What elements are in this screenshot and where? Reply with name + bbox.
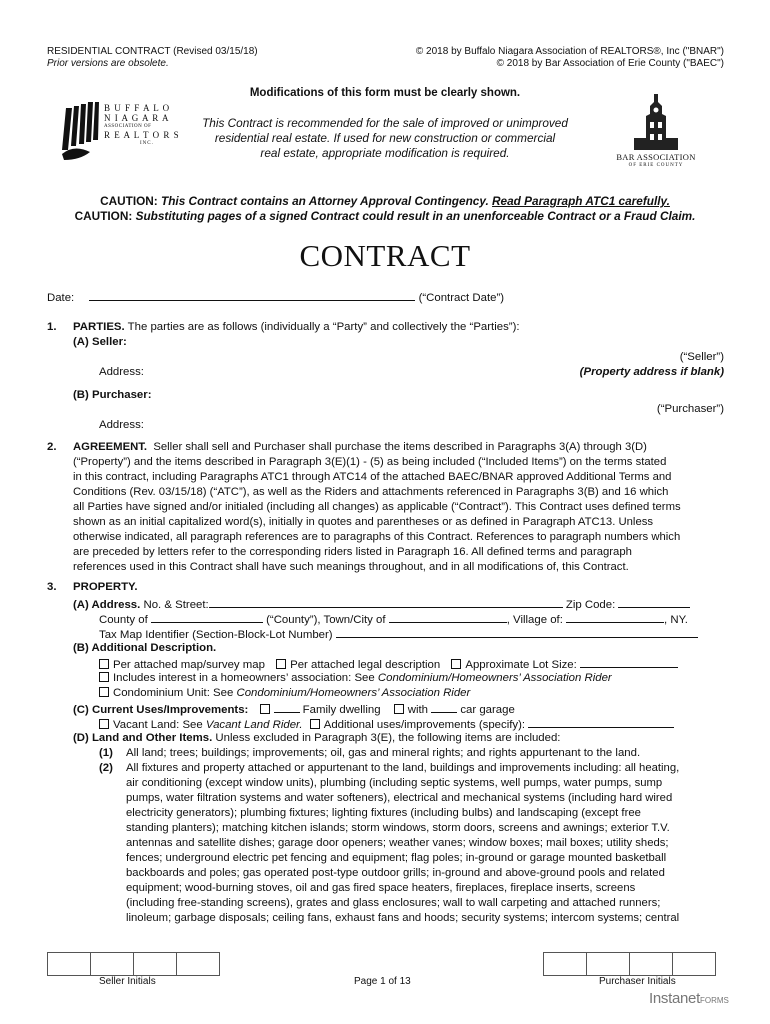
additional-uses-label: Additional uses/improvements (specify):	[323, 719, 526, 731]
street-label: No. & Street:	[143, 599, 209, 611]
car-garage-label: car garage	[460, 704, 515, 716]
copyright-bnar: © 2018 by Buffalo Niagara Association of REALTORS®, Inc ("BNAR")	[415, 46, 724, 57]
family-dwelling-checkbox[interactable]	[260, 704, 270, 714]
lot-size-field[interactable]	[580, 656, 678, 668]
county-field[interactable]	[151, 611, 263, 623]
purchaser-initial-box[interactable]	[543, 952, 586, 976]
purchaser-address-label: Address:	[99, 419, 144, 431]
modifications-notice: Modifications of this form must be clearly shown.	[249, 87, 521, 99]
contract-date-row	[47, 289, 504, 306]
garage-checkbox[interactable]	[394, 704, 404, 714]
hoa-label: Includes interest in a homeowners’ association: See	[113, 672, 375, 684]
section-1-intro	[73, 320, 520, 335]
condo-rider: Condominium/Homeowners’ Association Rider	[236, 687, 471, 699]
bnar-logo-text-realtors: R E A L T O R S	[104, 130, 180, 140]
caution-2-text: Substituting pages of a signed Contract could result in an unenforceable Contract or a Fraud Claim.	[135, 209, 696, 223]
fixtures-line: electricity generators); plumbing fixtures; lighting fixtures (including bulbs) and landscaping (except free	[126, 807, 641, 819]
section-2-agreement	[73, 440, 724, 575]
section-1-text: The parties are as follows (individually a “Party” and collectively the “Parties”):	[127, 321, 520, 333]
village-label: , Village of:	[506, 614, 563, 626]
caution-attorney-approval	[0, 194, 770, 208]
purchaser-initial-box[interactable]	[672, 952, 716, 976]
section-3-number: 3.	[47, 581, 57, 593]
contract-date-field[interactable]	[89, 289, 415, 301]
caution-1-text: This Contract contains an Attorney Approval Contingency.	[161, 194, 489, 208]
form-revision: RESIDENTIAL CONTRACT (Revised 03/15/18)	[47, 46, 258, 57]
bnar-logo-text-buffalo: B U F F A L O	[104, 103, 171, 113]
bnar-logo-text-niagara: N I A G A R A	[104, 113, 170, 123]
village-field[interactable]	[566, 611, 664, 623]
city-hall-tower-icon	[610, 92, 702, 152]
recommendation-line-2: residential real estate. If used for new construction or commercial	[214, 131, 556, 145]
legal-description-checkbox[interactable]	[276, 659, 286, 669]
caution-page-substitution	[0, 209, 770, 223]
instanet-forms-logo	[649, 990, 729, 1008]
fixtures-line: air conditioning (except window units), plumbing (including septic systems, well pumps, water pumps, sump	[126, 777, 663, 789]
bar-association-county: OF ERIE COUNTY	[628, 163, 684, 168]
family-count-field[interactable]	[274, 701, 300, 713]
seller-suffix: (“Seller”)	[679, 351, 724, 363]
property-address-note: (Property address if blank)	[579, 366, 724, 378]
condo-checkbox[interactable]	[99, 687, 109, 697]
recommendation-line-1: This Contract is recommended for the sale of improved or unimproved	[202, 116, 568, 130]
item-1-number: (1)	[99, 747, 113, 759]
purchaser-initial-box[interactable]	[586, 952, 629, 976]
caution-2-label: CAUTION:	[74, 209, 133, 223]
legal-description-label: Per attached legal description	[290, 659, 441, 671]
hoa-checkbox[interactable]	[99, 672, 109, 682]
date-label: Date:	[47, 292, 75, 304]
recommendation-text	[180, 116, 590, 161]
item-2-number: (2)	[99, 762, 113, 774]
vacant-land-rider: Vacant Land Rider.	[205, 719, 303, 731]
seller-initial-box[interactable]	[47, 952, 90, 976]
instanet-brand: Instanet	[649, 990, 700, 1007]
section-1-heading: PARTIES.	[73, 321, 125, 333]
town-label: (“County”), Town/City of	[266, 614, 386, 626]
map-survey-label: Per attached map/survey map	[113, 659, 265, 671]
bnar-logo-text-inc: INC.	[140, 141, 154, 146]
seller-initials-boxes	[47, 952, 220, 974]
seller-initial-box[interactable]	[176, 952, 220, 976]
purchaser-suffix: (“Purchaser”)	[656, 403, 724, 415]
purchaser-initial-box[interactable]	[629, 952, 672, 976]
fixtures-line: antennas and satellite dishes; garage door openers; weather vanes; window boxes; mail boxes; utility sheds;	[126, 837, 669, 849]
agreement-line: otherwise indicated, all paragraph references are to paragraphs of this Contract. References to paragraph numbers which	[73, 531, 681, 543]
hoa-row	[99, 671, 612, 686]
recommendation-line-3: real estate, appropriate modification is required.	[260, 146, 510, 160]
tax-map-field[interactable]	[336, 626, 698, 638]
state-ny: , NY.	[664, 614, 688, 626]
bnar-logo	[60, 100, 180, 162]
fixtures-line: backboards and poles; gas operated post-type outdoor grills; in-ground and above-ground pools and related	[126, 867, 665, 879]
street-field[interactable]	[209, 596, 563, 608]
fixtures-line: equipment; wood-burning stoves, oil and gas fired space heaters, fireplaces, fireplace inserts, screens	[126, 882, 636, 894]
tax-map-label: Tax Map Identifier (Section-Block-Lot Number)	[99, 629, 333, 641]
family-dwelling-label: Family dwelling	[302, 704, 381, 716]
land-items-row	[73, 731, 560, 746]
land-items-text: Unless excluded in Paragraph 3(E), the following items are included:	[215, 732, 561, 744]
bar-association-name: BAR ASSOCIATION	[616, 152, 696, 162]
section-1-number: 1.	[47, 321, 57, 333]
seller-initial-box[interactable]	[133, 952, 176, 976]
contract-title: CONTRACT	[299, 238, 471, 273]
bar-association-logo	[610, 92, 702, 172]
fixtures-line: pumps, water filtration systems and water softeners), electrical and mechanical systems (including hard wired	[126, 792, 673, 804]
fixtures-line: fences; underground electric pet fencing and equipment; flag poles; in-ground or garage mounted basketball	[126, 852, 667, 864]
section-3-heading: PROPERTY.	[73, 581, 138, 593]
condo-row	[99, 686, 470, 701]
additional-uses-checkbox[interactable]	[310, 719, 320, 729]
fixtures-line: (including free-standing screens), grates and glass enclosures; wall to wall carpeting and attached runners;	[126, 897, 661, 909]
county-label: County of	[99, 614, 148, 626]
purchaser-initials-label: Purchaser Initials	[599, 976, 676, 987]
bnar-logo-text-association: ASSOCIATION OF	[104, 124, 152, 129]
agreement-line: Conditions (Rev. 03/15/18) (“ATC”), as well as the Riders and attachments referenced in Paragraphs 3(B) and 16 which	[73, 486, 669, 498]
agreement-line: (“Property”) and the items described in Paragraph 3(E)(1) - (5) as being included (“Included Items”) on the terms stated	[73, 456, 667, 468]
section-2-number: 2.	[47, 441, 57, 453]
seller-address-label: Address:	[99, 366, 144, 378]
map-survey-checkbox[interactable]	[99, 659, 109, 669]
town-field[interactable]	[389, 611, 507, 623]
forms-brand: FORMS	[699, 996, 729, 1005]
seller-initial-box[interactable]	[90, 952, 133, 976]
agreement-line: Seller shall sell and Purchaser shall purchase the items described in Paragraphs 3(A) through 3(D)	[153, 441, 647, 453]
seller-label: (A) Seller:	[73, 336, 127, 348]
land-items-label: (D) Land and Other Items.	[73, 732, 213, 744]
garage-count-field[interactable]	[431, 701, 457, 713]
page-number: Page 1 of 13	[354, 976, 411, 987]
agreement-line: are preceded by letters refer to the corresponding riders listed in Paragraph 16. All defined terms and paragraph	[73, 546, 632, 558]
purchaser-initials-boxes	[543, 952, 716, 974]
caution-1-label: CAUTION:	[100, 194, 158, 208]
zip-label: Zip Code:	[565, 599, 616, 611]
condo-label: Condominium Unit: See	[113, 687, 234, 699]
agreement-line: in this contract, including Paragraphs ATC1 through ATC14 of the attached BAEC/BNAR approved Additional Terms and	[73, 471, 672, 483]
vacant-land-checkbox[interactable]	[99, 719, 109, 729]
purchaser-label: (B) Purchaser:	[73, 389, 152, 401]
fixtures-line: linoleum; garbage disposals; ceiling fans, exhaust fans and hoods; security systems; intercom systems; central	[126, 912, 680, 924]
contract-date-suffix: (“Contract Date”)	[418, 292, 505, 304]
fixtures-line: standing planters); matching kitchen islands; storm windows, storm doors, screens and awnings; exterior T.V.	[126, 822, 670, 834]
hoa-rider: Condominium/Homeowners’ Association Rider	[377, 672, 612, 684]
bnar-emblem-icon	[60, 100, 100, 162]
lot-size-checkbox[interactable]	[451, 659, 461, 669]
current-uses-label: (C) Current Uses/Improvements:	[73, 704, 249, 716]
additional-uses-field[interactable]	[528, 716, 674, 728]
seller-initials-label: Seller Initials	[99, 976, 156, 987]
agreement-line: shown as an initial capitalized word(s), initially in quotes and parentheses or as defined in Paragraph ATC13. Unless	[73, 516, 654, 528]
item-1-text: All land; trees; buildings; improvements; oil, gas and mineral rights; and rights appurtenant to the land.	[126, 747, 641, 759]
address-label: (A) Address.	[73, 599, 141, 611]
with-label: with	[407, 704, 428, 716]
agreement-line: references used in this Contract shall have such meanings throughout, and in all modifications of, this Contract.	[73, 561, 629, 573]
lot-size-label: Approximate Lot Size:	[465, 659, 577, 671]
prior-versions-note: Prior versions are obsolete.	[47, 58, 169, 69]
agreement-line: all Parties have signed and/or initialed (including all changes) as applicable (“Contract”). This Contract uses defined terms	[73, 501, 681, 513]
zip-field[interactable]	[618, 596, 690, 608]
copyright-baec: © 2018 by Bar Association of Erie County ("BAEC")	[496, 58, 724, 69]
additional-description-label: (B) Additional Description.	[73, 642, 217, 654]
caution-1-reference: Read Paragraph ATC1 carefully.	[492, 194, 670, 208]
section-2-heading: AGREEMENT.	[73, 441, 148, 453]
item-2-text	[126, 761, 724, 926]
fixtures-line: All fixtures and property attached or appurtenant to the land, buildings and improvements including: all heating,	[126, 762, 680, 774]
vacant-land-label: Vacant Land: See	[113, 719, 203, 731]
